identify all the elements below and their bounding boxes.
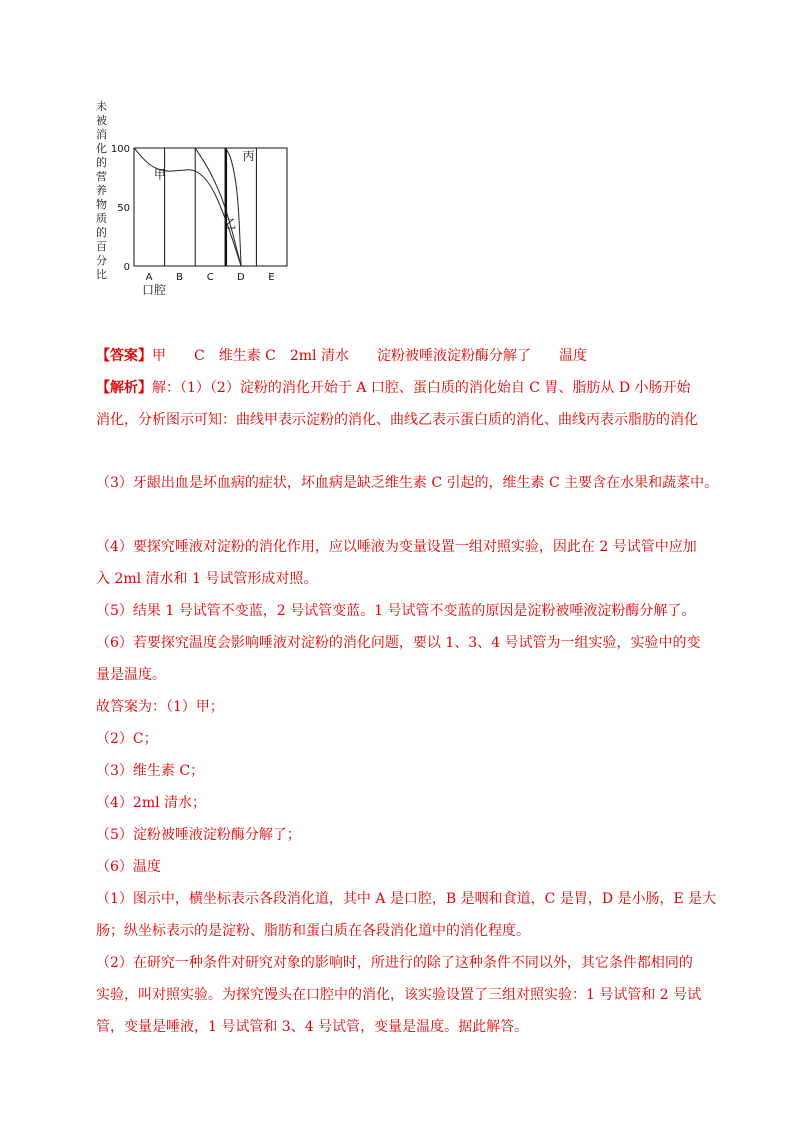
analysis-line: 量是温度。: [96, 667, 166, 683]
y-label-char: 消: [96, 128, 107, 141]
y-label-char: 未: [96, 100, 107, 113]
series-label: 乙: [224, 217, 237, 232]
analysis-line: （1）图示中，横坐标表示各段消化道，其中 A 是口腔，B 是咽和食道，C 是胃，D 是小肠，E 是大: [96, 891, 717, 907]
x-tick-label: C: [206, 272, 214, 283]
series-line-丙: [226, 148, 241, 266]
y-label-char: 养: [96, 184, 107, 197]
chart-frame: [134, 148, 287, 266]
analysis-line: （2）在研究一种条件对研究对象的影响时，所进行的除了这种条件不同以外，其它条件都相同的: [96, 955, 693, 971]
chart-border: [134, 148, 287, 266]
x-sublabel: 口腔: [142, 283, 167, 297]
y-label-char: 分: [96, 254, 107, 267]
y-tick-label: 100: [110, 144, 130, 155]
y-label-char: 百: [96, 240, 107, 253]
y-tick-label: 50: [117, 203, 130, 214]
analysis-line: （2）C；: [96, 731, 158, 747]
analysis-line: （5）结果 1 号试管不变蓝，2 号试管变蓝。1 号试管不变蓝的原因是淀粉被唾液淀粉酶分解了。: [96, 603, 696, 619]
series-line-乙: [195, 148, 241, 266]
answer-label: 【答案】: [96, 348, 152, 364]
analysis-line: 肠；纵坐标表示的是淀粉、脂肪和蛋白质在各段消化道中的消化程度。: [96, 923, 530, 939]
y-tick-labels: [111, 144, 130, 273]
x-tick-labels: [142, 272, 275, 297]
y-label-char: 比: [96, 268, 107, 281]
y-label-char: 化: [96, 142, 107, 155]
analysis-line: 故答案为：（1）甲；: [96, 699, 224, 715]
analysis-text: 解：（1）（2）淀粉的消化开始于 A 口腔、蛋白质的消化始自 C 胃、脂肪从 D 小肠开始: [152, 380, 691, 396]
y-label-char: 质: [96, 212, 107, 225]
x-tick-label: D: [236, 272, 245, 283]
series-label: 丙: [242, 148, 255, 163]
analysis-line: （5）淀粉被唾液淀粉酶分解了；: [96, 827, 301, 843]
analysis-line: 入 2ml 清水和 1 号试管形成对照。: [96, 571, 318, 587]
analysis-line: 消化，分析图示可知：曲线甲表示淀粉的消化、曲线乙表示蛋白质的消化、曲线丙表示脂肪的消化: [96, 412, 698, 428]
analysis-line: （3）牙龈出血是坏血病的症状，坏血病是缺乏维生素 C 引起的，维生素 C 主要含在水果和蔬菜中。: [96, 475, 719, 491]
analysis-line-0: [96, 378, 716, 398]
y-axis-label: [96, 99, 107, 281]
x-tick-label: B: [176, 272, 184, 283]
analysis-line: 管，变量是唾液，1 号试管和 3、4 号试管，变量是温度。据此解答。: [96, 1019, 529, 1035]
y-label-char: 的: [96, 226, 107, 239]
series-label: 甲: [153, 167, 166, 182]
x-tick-label: E: [268, 272, 275, 283]
answer-text: 甲 C 维生素 C 2ml 清水 淀粉被唾液淀粉酶分解了 温度: [152, 348, 587, 364]
analysis-line: 实验，叫对照实验。为探究馒头在口腔中的消化，该实验设置了三组对照实验：1 号试管和 2 号试: [96, 987, 702, 1003]
y-label-char: 物: [96, 198, 107, 211]
y-label-char: 的: [96, 156, 107, 169]
analysis-line: （6）温度: [96, 859, 161, 875]
y-label-char: 营: [96, 170, 107, 183]
answer-line: [96, 346, 716, 366]
analysis-line: （4）要探究唾液对淀粉的消化作用，应以唾液为变量设置一组对照实验，因此在 2 号试管中应加: [96, 539, 697, 555]
y-tick-label: 0: [123, 262, 130, 273]
chart-curves: [134, 148, 255, 266]
analysis-line: （3）维生素 C；: [96, 763, 205, 779]
digestion-chart: [92, 98, 292, 308]
analysis-line: （4）2ml 清水；: [96, 795, 207, 811]
x-tick-label: A: [145, 272, 153, 283]
analysis-label: 【解析】: [96, 380, 152, 396]
analysis-line: （6）若要探究温度会影响唾液对淀粉的消化问题，要以 1、3、4 号试管为一组实验，实验中的变: [96, 635, 701, 651]
y-label-char: 被: [96, 114, 107, 127]
